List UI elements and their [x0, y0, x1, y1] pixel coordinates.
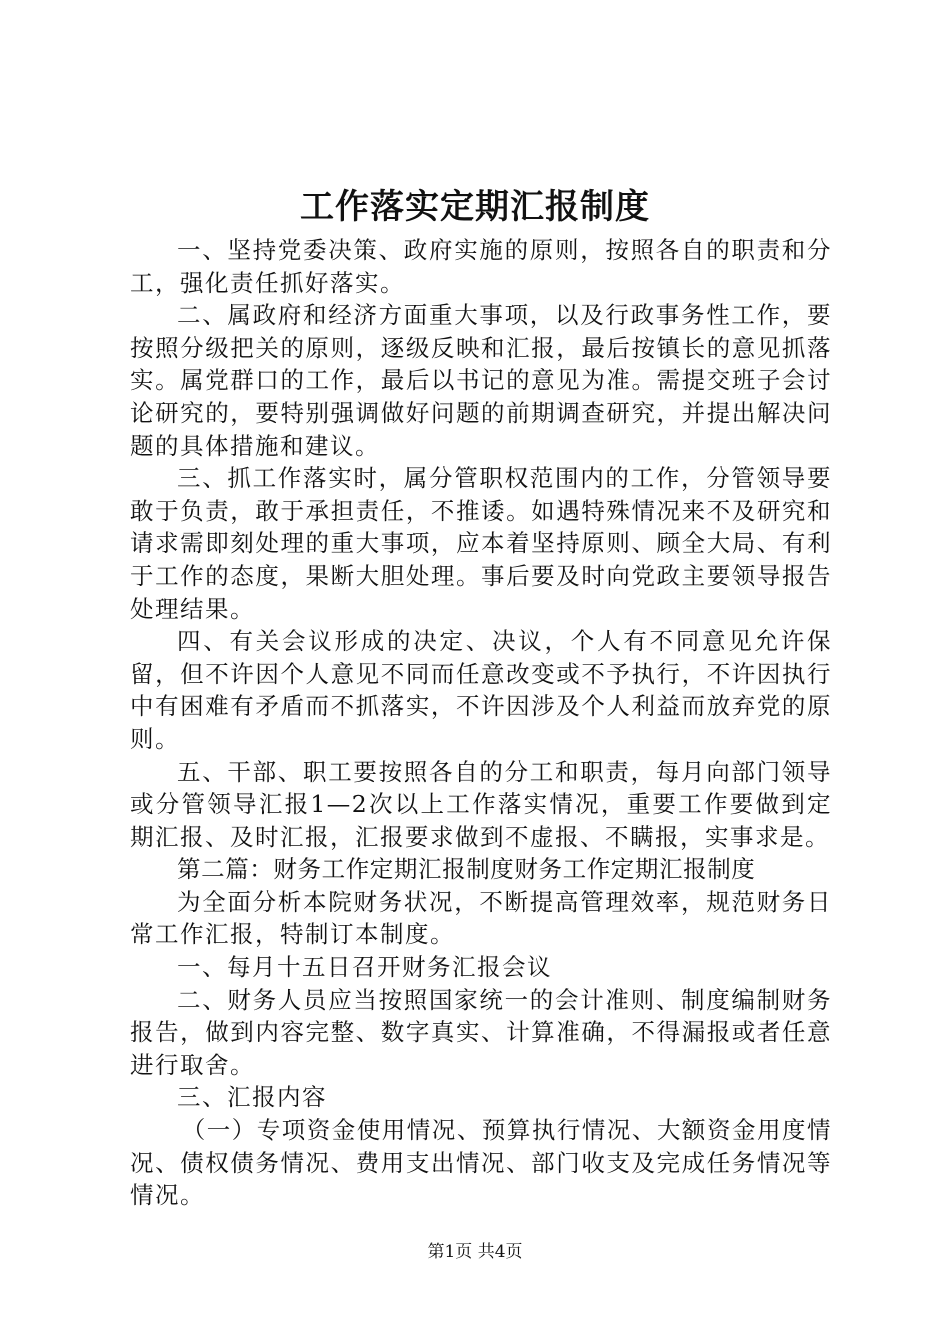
paragraph: 三、抓工作落实时，属分管职权范围内的工作，分管领导要敢于负责，敢于承担责任，不推诿。如遇特殊情况来不及研究和请求需即刻处理的重大事项，应本着坚持原则、顾全大局、有利于工作的态度，果断大胆处理。事后要及时向党政主要领导报告处理结果。	[130, 464, 832, 623]
document-body	[130, 234, 832, 1212]
paragraph: 一、每月十五日召开财务汇报会议	[177, 953, 552, 982]
paragraph: （一）专项资金使用情况、预算执行情况、大额资金用度情况、债权债务情况、费用支出情况、部门收支及完成任务情况等情况。	[130, 1116, 832, 1210]
document-title: 工作落实定期汇报制度	[300, 187, 650, 227]
paragraph: 二、财务人员应当按照国家统一的会计准则、制度编制财务报告，做到内容完整、数字真实、计算准确，不得漏报或者任意进行取舍。	[130, 985, 832, 1079]
paragraph: 三、汇报内容	[177, 1083, 327, 1112]
paragraph: 一、坚持党委决策、政府实施的原则，按照各自的职责和分工，强化责任抓好落实。	[130, 236, 832, 297]
paragraph: 二、属政府和经济方面重大事项，以及行政事务性工作，要按照分级把关的原则，逐级反映和汇报，最后按镇长的意见抓落实。属党群口的工作，最后以书记的意见为准。需提交班子会讨论研究的，要特别强调做好问题的前期调查研究，并提出解决问题的具体措施和建议。	[130, 301, 832, 460]
paragraph: 四、有关会议形成的决定、决议，个人有不同意见允许保留，但不许因个人意见不同而任意改变或不予执行，不许因执行中有困难有矛盾而不抓落实，不许因涉及个人利益而放弃党的原则。	[130, 627, 832, 753]
paragraph: 为全面分析本院财务状况，不断提高管理效率，规范财务日常工作汇报，特制订本制度。	[130, 887, 832, 949]
paragraph: 五、干部、职工要按照各自的分工和职责，每月向部门领导或分管领导汇报1—2次以上工作落实情况，重要工作要做到定期汇报、及时汇报，汇报要求做到不虚报、不瞒报，实事求是。	[130, 757, 832, 851]
page-footer: 第1页 共4页	[427, 1242, 523, 1262]
section-heading: 第二篇：财务工作定期汇报制度财务工作定期汇报制度	[177, 855, 756, 884]
